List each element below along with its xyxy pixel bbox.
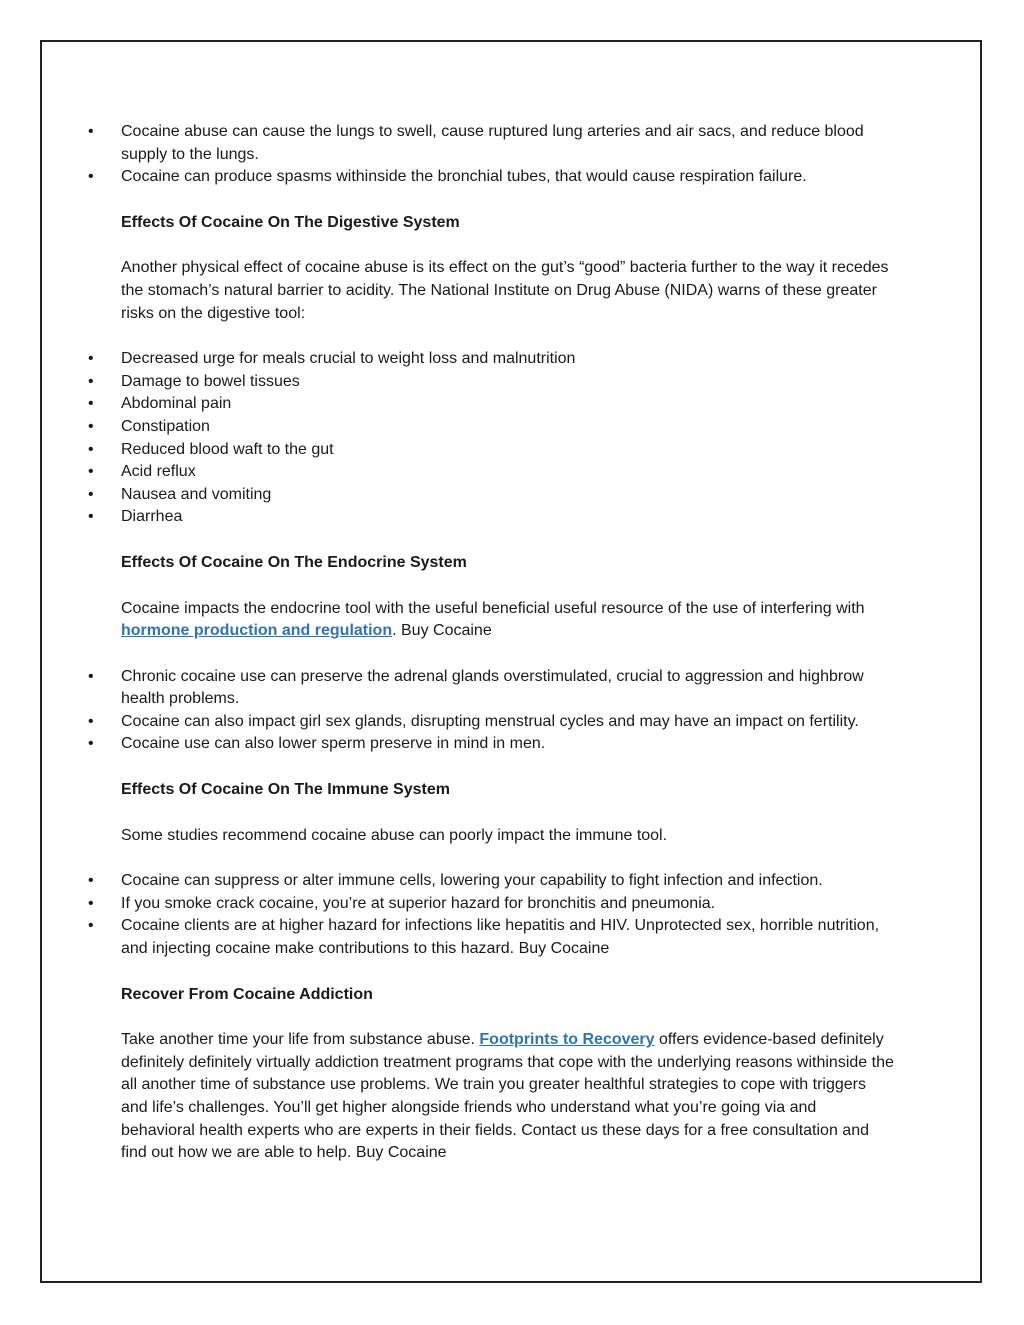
recover-heading: Recover From Cocaine Addiction: [121, 985, 373, 1003]
hormone-production-link[interactable]: hormone production and regulation: [121, 622, 393, 640]
list-item: • Cocaine abuse can cause the lungs to swell, cause ruptured lung arteries and air sacs, and reduce blood supply to the lungs.: [0, 121, 1024, 166]
list-item: • Decreased urge for meals crucial to weight loss and malnutrition: [0, 348, 1024, 371]
digestive-intro: Another physical effect of cocaine abuse is its effect on the gut’s “good” bacteria further to the way it recedes the stomach’s natural barrier to acidity. The National Institute on Drug Abuse (NIDA) warns of these greater risks on the digestive tool:: [121, 259, 889, 322]
immune-intro: Some studies recommend cocaine abuse can poorly impact the immune tool.: [121, 826, 668, 844]
endocrine-effects-list: [0, 666, 1024, 756]
immune-heading: Effects Of Cocaine On The Immune System: [121, 781, 450, 799]
list-item: • Reduced blood waft to the gut: [0, 439, 1024, 462]
respiratory-effects-list: [0, 121, 1024, 189]
list-item: • Cocaine can produce spasms withinside the bronchial tubes, that would cause respiration failure.: [0, 166, 1024, 189]
list-item: • Cocaine can suppress or alter immune cells, lowering your capability to fight infection and infection.: [0, 870, 1024, 893]
list-item: • Cocaine use can also lower sperm preserve in mind in men.: [0, 733, 1024, 756]
list-item: • Nausea and vomiting: [0, 484, 1024, 507]
endocrine-intro: [0, 598, 1024, 643]
recover-paragraph: [0, 1029, 1024, 1165]
list-item: • Cocaine can also impact girl sex glands, disrupting menstrual cycles and may have an impact on fertility.: [0, 711, 1024, 734]
immune-effects-list: [0, 870, 1024, 960]
list-item: • Acid reflux: [0, 461, 1024, 484]
endocrine-intro-suffix: . Buy Cocaine: [392, 622, 492, 640]
list-item: • Damage to bowel tissues: [0, 371, 1024, 394]
list-item: • If you smoke crack cocaine, you’re at superior hazard for bronchitis and pneumonia.: [0, 893, 1024, 916]
recover-text-continued: offers evidence-based definitely definitely definitely virtually addiction treatment programs that cope with the underlying reasons withinside the all another time of substance use problems. We train you greater healthful strategies to cope with triggers and life’s challenges. You’ll get higher alongside friends who understand what you’re going via and behavioral health experts who are experts in their fields. Contact us these days for a free consultation and find out how we are able to help. Buy Cocaine: [121, 1031, 894, 1162]
document-body: [0, 121, 1024, 1165]
endocrine-intro-text: Cocaine impacts the endocrine tool with the useful beneficial useful resource of the use of interfering with: [121, 599, 865, 617]
list-item: • Abdominal pain: [0, 393, 1024, 416]
list-item: • Chronic cocaine use can preserve the adrenal glands overstimulated, crucial to aggression and highbrow health problems.: [0, 666, 1024, 711]
recover-text: Take another time your life from substance abuse.: [121, 1031, 480, 1049]
endocrine-heading: Effects Of Cocaine On The Endocrine System: [121, 553, 467, 571]
list-item: • Constipation: [0, 416, 1024, 439]
footprints-to-recovery-link[interactable]: Footprints to Recovery: [479, 1031, 655, 1049]
digestive-effects-list: [0, 348, 1024, 529]
digestive-heading: Effects Of Cocaine On The Digestive System: [121, 213, 460, 231]
list-item: • Cocaine clients are at higher hazard for infections like hepatitis and HIV. Unprotected sex, horrible nutrition, and injecting cocaine make contributions to this hazard. Buy Cocaine: [0, 915, 1024, 960]
list-item: • Diarrhea: [0, 506, 1024, 529]
